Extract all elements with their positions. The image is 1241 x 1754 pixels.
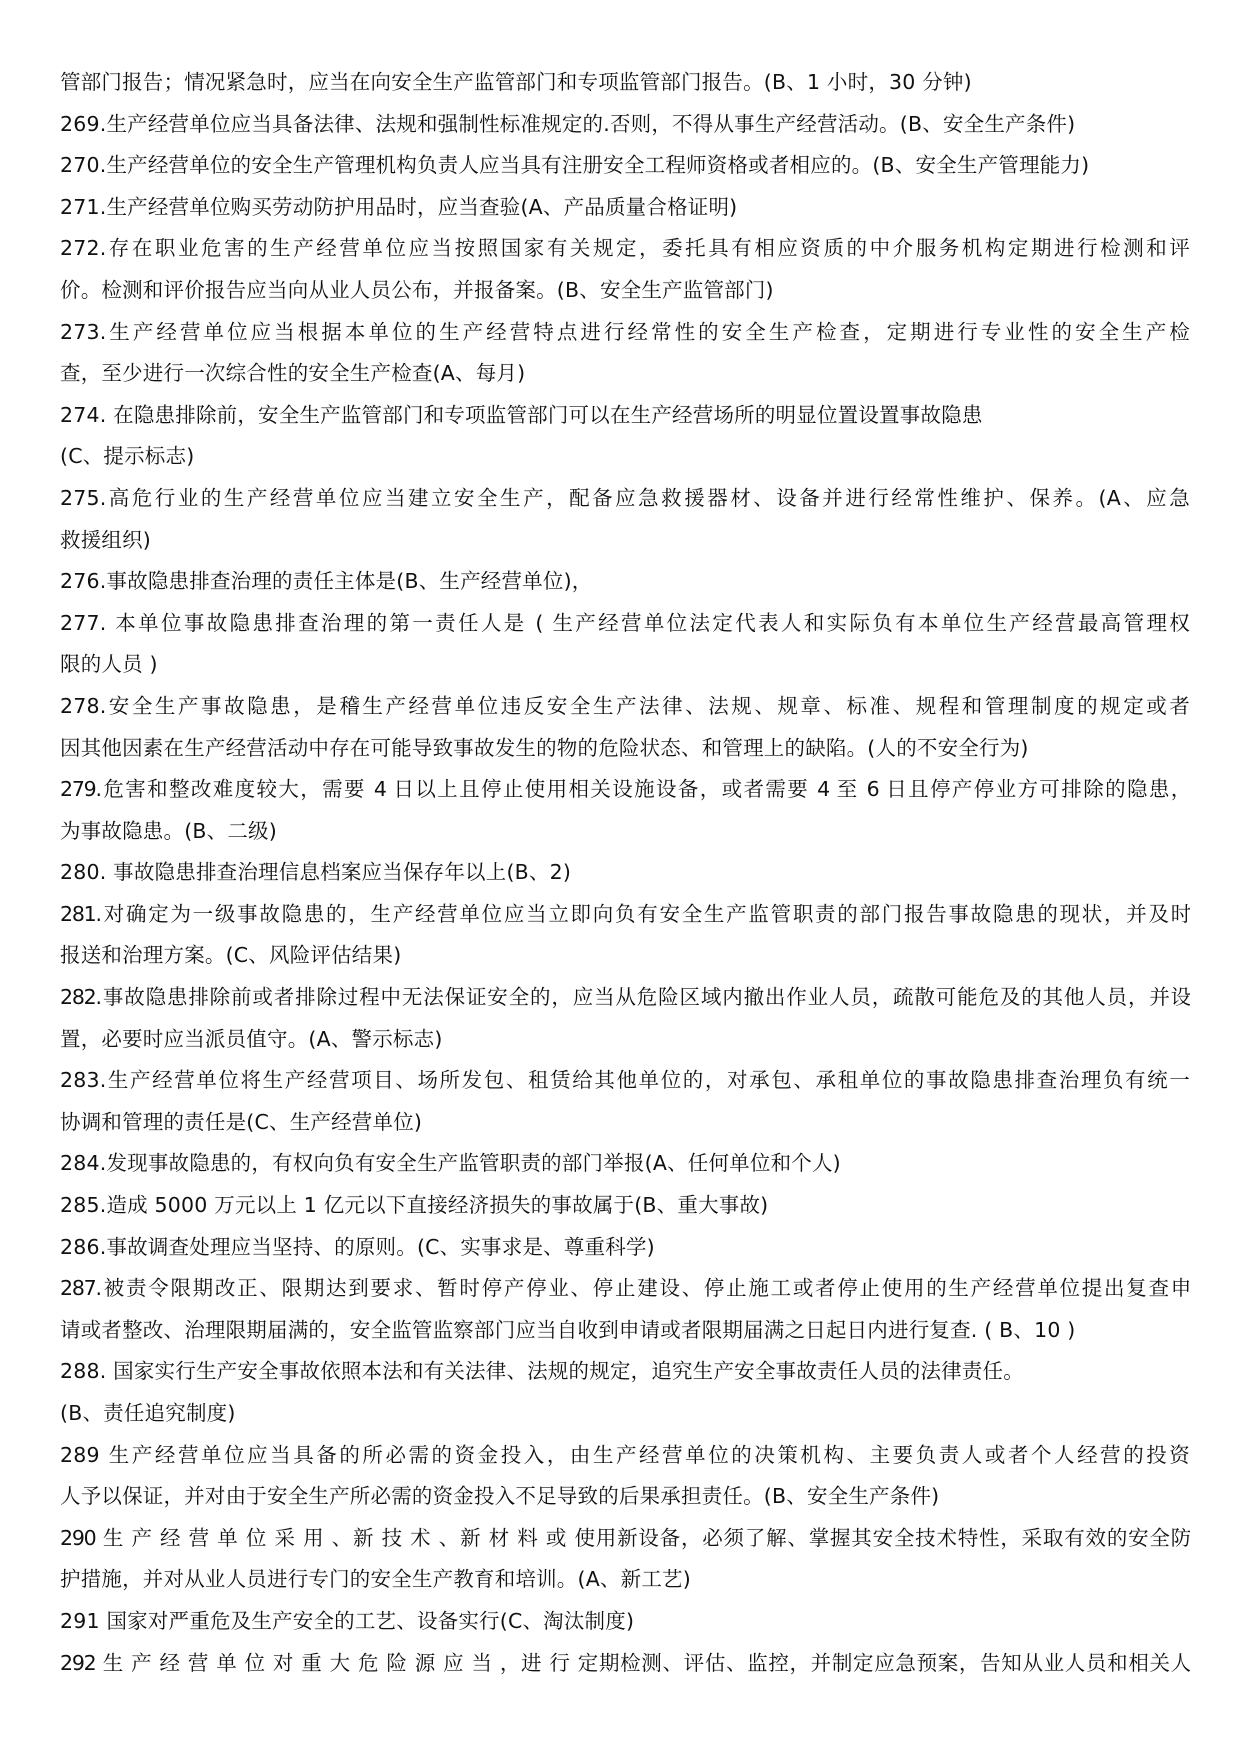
text-line: 272.存在职业危害的生产经营单位应当按照国家有关规定，委托具有相应资质的中介服务机构定期进行检测和评 xyxy=(60,236,1190,261)
text-line: 278.安全生产事故隐患，是稽生产经营单位违反安全生产法律、法规、规章、标准、规程和管理制度的规定或者 xyxy=(60,693,1190,718)
text-line: 人予以保证，并对由于安全生产所必需的资金投入不足导致的后果承担责任。(B、安全生产条件) xyxy=(60,1484,940,1509)
text-line: 277. 本单位事故隐患排查治理的第一责任人是 ( 生产经营单位法定代表人和实际负有本单位生产经营最高管理权 xyxy=(60,610,1190,635)
text-line: 281.对确定为一级事故隐患的，生产经营单位应当立即向负有安全生产监管职责的部门报告事故隐患的现状，并及时 xyxy=(60,901,1190,926)
text-line: 280. 事故隐患排查治理信息档案应当保存年以上(B、2) xyxy=(60,860,572,885)
text-line: 276.事故隐患排查治理的责任主体是(B、生产经营单位)， xyxy=(60,569,593,594)
text-line: 275.高危行业的生产经营单位应当建立安全生产，配备应急救援器材、设备并进行经常性维护、保养。(A、应急 xyxy=(60,485,1190,510)
text-line: 价。检测和评价报告应当向从业人员公布，并报备案。(B、安全生产监管部门) xyxy=(60,277,774,302)
text-line: 协调和管理的责任是(C、生产经营单位) xyxy=(60,1109,423,1134)
text-line: 284.发现事故隐患的，有权向负有安全生产监管职责的部门举报(A、任何单位和个人) xyxy=(60,1151,841,1176)
document-page xyxy=(60,62,1190,1684)
text-line: 护措施，并对从业人员进行专门的安全生产教育和培训。(A、新工艺) xyxy=(60,1567,691,1592)
text-line: 270.生产经营单位的安全生产管理机构负责人应当具有注册安全工程师资格或者相应的。(B、安全生产管理能力) xyxy=(60,153,1090,178)
text-line: 282.事故隐患排除前或者排除过程中无法保证安全的，应当从危险区域内撤出作业人员，疏散可能危及的其他人员，并设 xyxy=(60,985,1190,1010)
text-line: 279.危害和整改难度较大，需要 4 日以上且停止使用相关设施设备，或者需要 4 至 6 日且停产停业方可排除的隐患， xyxy=(60,777,1190,802)
text-line: 273.生产经营单位应当根据本单位的生产经营特点进行经常性的安全生产检查，定期进行专业性的安全生产检 xyxy=(60,319,1190,344)
text-line: (C、提示标志) xyxy=(60,444,195,469)
text-line: 287.被责令限期改正、限期达到要求、暂时停产停业、停止建设、停止施工或者停止使用的生产经营单位提出复查申 xyxy=(60,1276,1190,1301)
text-line: 救援组织) xyxy=(60,527,151,552)
text-line: 报送和治理方案。(C、风险评估结果) xyxy=(60,943,402,968)
text-line: 274. 在隐患排除前，安全生产监管部门和专项监管部门可以在生产经营场所的明显位置设置事故隐患 xyxy=(60,402,983,427)
text-line: 269.生产经营单位应当具备法律、法规和强制性标准规定的.否则，不得从事生产经营活动。(B、安全生产条件) xyxy=(60,111,1076,136)
text-line: 291 国家对严重危及生产安全的工艺、设备实行(C、淘汰制度) xyxy=(60,1608,635,1633)
text-line: 283.生产经营单位将生产经营项目、场所发包、租赁给其他单位的，对承包、承租单位的事故隐患排查治理负有统一 xyxy=(60,1068,1190,1093)
text-line: 285.造成 5000 万元以上 1 亿元以下直接经济损失的事故属于(B、重大事故) xyxy=(60,1193,769,1218)
text-line: 290 生 产 经 营 单 位 采 用 、新 技 术 、新 材 料 或 使用新设备，必须了解、掌握其安全技术特性，采取有效的安全防 xyxy=(60,1525,1190,1550)
text-line: 289 生产经营单位应当具备的所必需的资金投入，由生产经营单位的决策机构、主要负责人或者个人经营的投资 xyxy=(60,1442,1190,1467)
text-line: 286.事故调查处理应当坚持、的原则。(C、实事求是、尊重科学) xyxy=(60,1234,655,1259)
text-line: 288. 国家实行生产安全事故依照本法和有关法律、法规的规定，追究生产安全事故责任人员的法律责任。 xyxy=(60,1359,1024,1384)
text-line: 管部门报告；情况紧急时，应当在向安全生产监管部门和专项监管部门报告。(B、1 小时，30 分钟) xyxy=(60,70,972,94)
text-line: 请或者整改、治理限期届满的，安全监管监察部门应当自收到申请或者限期届满之日起日内进行复查. ( B、10 ) xyxy=(60,1317,1076,1342)
text-line: 查，至少进行一次综合性的安全生产检查(A、每月) xyxy=(60,361,526,386)
text-line: 292 生 产 经 营 单 位 对 重 大 危 险 源 应 当 ，进 行 定期检测、评估、监控，并制定应急预案，告知从业人员和相关人 xyxy=(60,1650,1190,1675)
text-line: 因其他因素在生产经营活动中存在可能导致事故发生的物的危险状态、和管理上的缺陷。(人的不安全行为) xyxy=(60,735,1029,760)
text-line: 271.生产经营单位购买劳动防护用品时，应当查验(A、产品质量合格证明) xyxy=(60,194,738,219)
text-line: 为事故隐患。(B、二级) xyxy=(60,818,277,843)
text-line: 限的人员 ) xyxy=(60,652,158,677)
text-line: 置，必要时应当派员值守。(A、警示标志) xyxy=(60,1026,443,1051)
text-line: (B、责任追究制度) xyxy=(60,1401,236,1425)
